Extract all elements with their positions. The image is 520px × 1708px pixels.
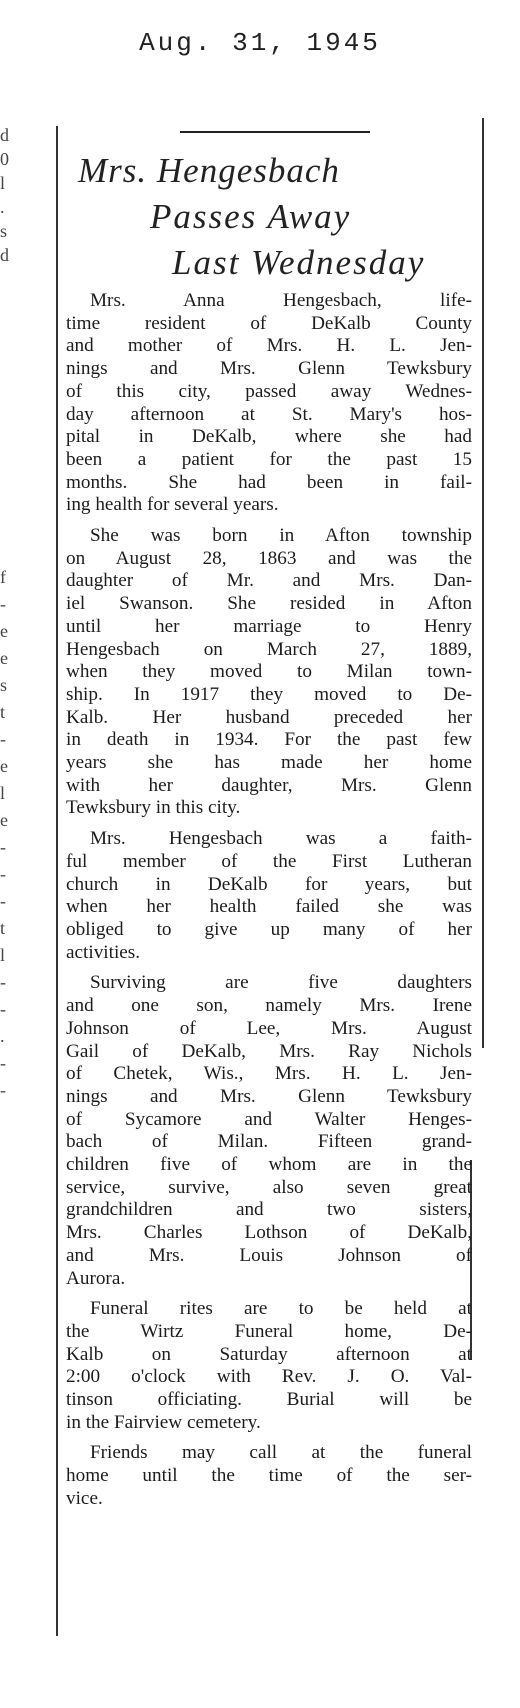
article-line: Tewksbury in this city.: [66, 797, 241, 819]
edge-glyph: -: [0, 1080, 6, 1100]
edge-glyph: .: [0, 1026, 5, 1046]
article-line: church in DeKalb for years, but: [66, 873, 472, 895]
article-line: until her marriage to Henry: [66, 615, 472, 637]
article-line: Surviving are five daughters: [90, 972, 472, 994]
article-line: ful member of the First Lutheran: [66, 850, 472, 872]
edge-glyph: -: [0, 972, 6, 992]
edge-glyph: -: [0, 1053, 6, 1073]
article-line: Mrs. Charles Lothson of DeKalb,: [66, 1222, 472, 1244]
article-paragraph: [66, 525, 472, 820]
article-line: service, survive, also seven great: [66, 1176, 472, 1198]
article-paragraph: [66, 1298, 472, 1434]
edge-glyph: -: [0, 864, 6, 884]
edge-glyph: e: [0, 648, 8, 668]
article-line: home until the time of the ser-: [66, 1465, 472, 1487]
article-line: daughter of Mr. and Mrs. Dan-: [66, 570, 472, 592]
article-line: Funeral rites are to be held at: [90, 1298, 472, 1320]
edge-glyph: e: [0, 810, 8, 830]
edge-glyph: 0: [0, 149, 9, 169]
article-line: in the Fairview cemetery.: [66, 1411, 261, 1433]
edge-glyph: s: [0, 221, 8, 241]
article-line: bach of Milan. Fifteen grand-: [66, 1131, 472, 1153]
article-line: nings and Mrs. Glenn Tewksbury: [66, 358, 472, 380]
article-line: ship. In 1917 they moved to De-: [66, 683, 472, 705]
article-line: obliged to give up many of her: [66, 918, 472, 940]
article-line: Kalb. Her husband preceded her: [66, 706, 472, 728]
article-line: Johnson of Lee, Mrs. August: [66, 1017, 472, 1039]
article-headline: [72, 148, 472, 286]
edge-glyph: .: [0, 197, 5, 217]
edge-glyph: e: [0, 621, 8, 641]
edge-glyph: d: [0, 125, 9, 145]
article-line: on August 28, 1863 and was the: [66, 547, 472, 569]
article-line: years she has made her home: [66, 752, 472, 774]
article-line: and one son, namely Mrs. Irene: [66, 995, 472, 1017]
headline-line: Passes Away: [150, 197, 352, 236]
adjacent-column-fragment: [0, 126, 14, 270]
clipping-left-border: [56, 126, 58, 1636]
article-line: time resident of DeKalb County: [66, 312, 472, 334]
article-line: of Chetek, Wis., Mrs. H. L. Jen-: [66, 1063, 472, 1085]
article-line: Aurora.: [66, 1267, 126, 1289]
article-paragraph: [66, 972, 472, 1290]
clipping-date: Aug. 31, 1945: [139, 28, 381, 58]
article-line: She was born in Afton township: [90, 525, 472, 547]
article-line: ing health for several years.: [66, 494, 279, 516]
edge-glyph: f: [0, 567, 6, 587]
article-line: grandchildren and two sisters,: [66, 1199, 472, 1221]
edge-glyph: -: [0, 999, 6, 1019]
headline-line: Last Wednesday: [172, 243, 426, 282]
article-line: Kalb on Saturday afternoon at: [66, 1343, 472, 1365]
article-line: with her daughter, Mrs. Glenn: [66, 774, 472, 796]
article-line: the Wirtz Funeral home, De-: [66, 1320, 472, 1342]
edge-glyph: e: [0, 756, 8, 776]
edge-glyph: -: [0, 891, 6, 911]
headline-line: Mrs. Hengesbach: [78, 151, 340, 190]
article-line: vice.: [66, 1487, 103, 1509]
article-line: when her health failed she was: [66, 896, 472, 918]
article-line: Gail of DeKalb, Mrs. Ray Nichols: [66, 1040, 472, 1062]
article-line: in death in 1934. For the past few: [66, 729, 472, 751]
article-line: Hengesbach on March 27, 1889,: [66, 638, 472, 660]
article-line: of Sycamore and Walter Henges-: [66, 1108, 472, 1130]
article-line: pital in DeKalb, where she had: [66, 426, 472, 448]
article-line: and Mrs. Louis Johnson of: [66, 1244, 472, 1266]
article-line: months. She had been in fail-: [66, 471, 472, 493]
headline-rule: [180, 131, 370, 133]
article-line: Mrs. Anna Hengesbach, life-: [90, 290, 472, 311]
article-paragraph: [66, 828, 472, 964]
article-line: activities.: [66, 941, 141, 963]
article-line: children five of whom are in the: [66, 1154, 472, 1176]
article-line: of this city, passed away Wednes-: [66, 380, 472, 402]
edge-glyph: l: [0, 173, 6, 193]
article-line: tinson officiating. Burial will be: [66, 1389, 472, 1411]
edge-glyph: -: [0, 594, 6, 614]
article-line: Mrs. Hengesbach was a faith-: [90, 828, 472, 850]
adjacent-column-fragment: [0, 568, 14, 1108]
clipping-right-border: [482, 118, 484, 1048]
article-line: been a patient for the past 15: [66, 448, 472, 470]
article-line: nings and Mrs. Glenn Tewksbury: [66, 1085, 472, 1107]
article-line: day afternoon at St. Mary's hos-: [66, 403, 472, 425]
edge-glyph: t: [0, 918, 6, 938]
article-body: [66, 290, 472, 1511]
edge-glyph: -: [0, 837, 6, 857]
article-line: 2:00 o'clock with Rev. J. O. Val-: [66, 1366, 472, 1388]
article-line: when they moved to Milan town-: [66, 661, 472, 683]
article-line: iel Swanson. She resided in Afton: [66, 593, 472, 615]
edge-glyph: t: [0, 702, 6, 722]
edge-glyph: l: [0, 945, 6, 965]
edge-glyph: s: [0, 675, 8, 695]
edge-glyph: -: [0, 729, 6, 749]
edge-glyph: l: [0, 783, 6, 803]
edge-glyph: d: [0, 245, 9, 265]
article-paragraph: [66, 290, 472, 517]
article-line: and mother of Mrs. H. L. Jen-: [66, 335, 472, 357]
article-line: Friends may call at the funeral: [90, 1442, 472, 1464]
article-paragraph: [66, 1442, 472, 1510]
